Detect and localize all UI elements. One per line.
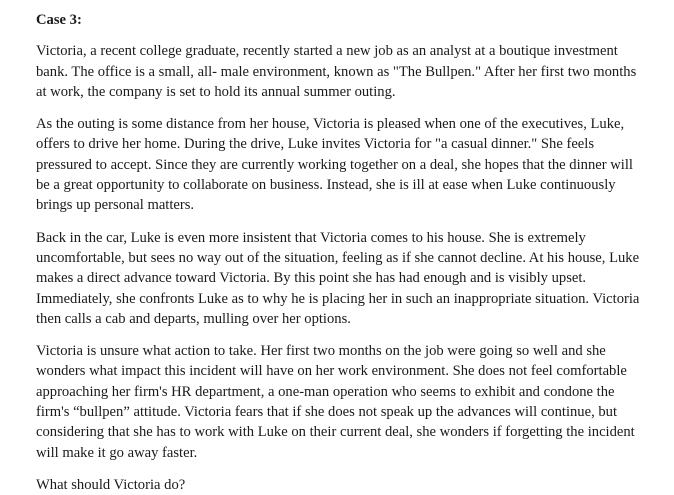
paragraph-car-house: Back in the car, Luke is even more insistent that Victoria comes to his house. She is extremely uncomfortable, but sees no way out of the situation, feeling as if she cannot decline. At his house, Luke makes a direct advance toward Victoria. By this point she has had enough and is visibly upset. Immediately, she confronts Luke as to why he is placing her in such an inappropriate situation. Victoria then calls a cab and departs, mulling over her options. <box>36 229 640 327</box>
case-heading: Case 3: <box>36 12 82 28</box>
paragraph-question: What should Victoria do? <box>36 476 186 493</box>
paragraph-outing-dinner: As the outing is some distance from her house, Victoria is pleased when one of the executives, Luke, offers to drive her home. During the drive, Luke invites Victoria for "a casual dinner." She feels pressured to accept. Since they are currently working together on a deal, she hopes that the dinner will be a great opportunity to collaborate on business. Instead, she is ill at ease when Luke continuously brings up personal matters. <box>36 116 633 214</box>
paragraph-dilemma: Victoria is unsure what action to take. Her first two months on the job were going so well and she wonders what impact this incident will have on her work environment. She does not feel comfortable approaching her firm's HR department, a one-man operation who seems to exhibit and condone the firm's “bullpen” attitude. Victoria fears that if she does not speak up the advances will continue, but considering that she has to work with Luke on their current deal, she wonders if forgetting the incident will make it go away faster. <box>36 343 635 461</box>
paragraph-introduction: Victoria, a recent college graduate, recently started a new job as an analyst at a boutique investment bank. The office is a small, all- male environment, known as "The Bullpen." After her first two months at work, the company is set to hold its annual summer outing. <box>36 43 637 100</box>
